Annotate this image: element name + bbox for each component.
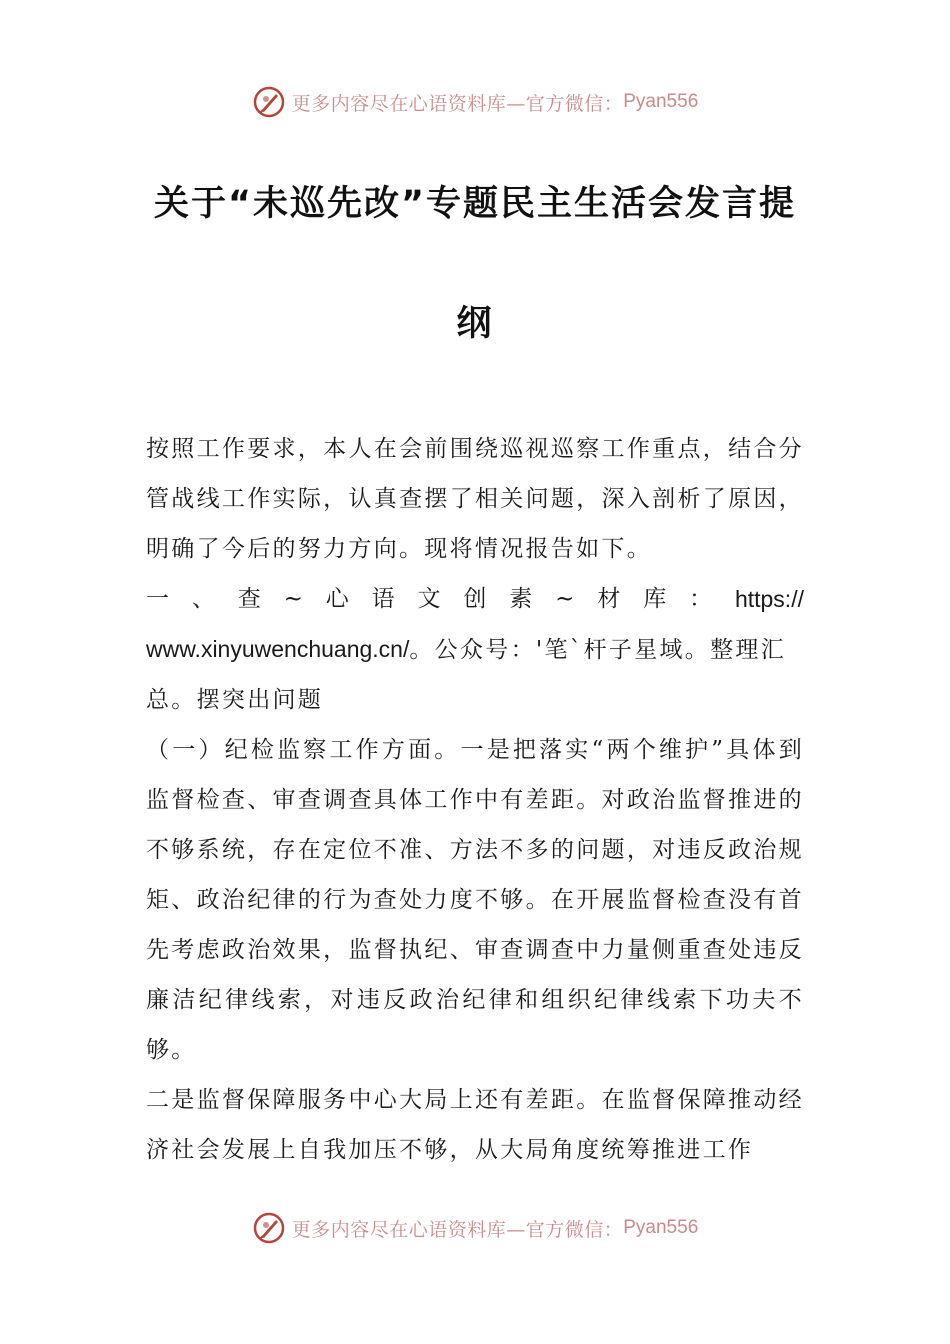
document-title-line1: 关于“未巡先改”专题民主生活会发言提 xyxy=(153,184,796,224)
website-url-start[interactable]: https:// xyxy=(734,586,804,612)
paragraph-discipline-inspection: （一）纪检监察工作方面。一是把落实“两个维护”具体到监督检查、审查调查具体工作中有差距。对政治监督推进的不够系统，存在定位不准、方法不多的问题，对违反政治规矩、政治纪律的行为查处力度不够。在开展监督检查没有首先考虑政治效果，监督执纪、审查调查中力量侧重查处违反廉洁纪律线索，对违反政治纪律和组织纪律线索下功夫不够。 xyxy=(146,737,804,1063)
heading-char: 创 xyxy=(463,586,487,612)
heading-char: 库 xyxy=(643,586,667,612)
heading-char: 语 xyxy=(371,586,395,612)
quill-logo-icon xyxy=(252,1211,286,1245)
intro-paragraph: 按照工作要求，本人在会前围绕巡视巡察工作重点，结合分管战线工作实际，认真查摆了相关问题，深入剖析了原因，明确了今后的努力方向。现将情况报告如下。 xyxy=(146,436,804,562)
heading-char: 查 xyxy=(237,586,261,612)
heading-char: 、 xyxy=(191,586,215,612)
paragraph-supervision-service: 二是监督保障服务中心大局上还有差距。在监督保障推动经济社会发展上自我加压不够，从大局角度统筹推进工作 xyxy=(146,1087,804,1163)
heading-char: 一 xyxy=(146,586,169,612)
banner-text: 更多内容尽在心语资料库—官方微信： xyxy=(291,92,624,115)
heading-char: ~ xyxy=(283,586,303,612)
quill-logo-icon xyxy=(252,85,286,119)
document-title-line2: 纲 xyxy=(456,304,494,344)
header-banner xyxy=(0,82,950,122)
banner-text: 更多内容尽在心语资料库—官方微信： xyxy=(291,1218,624,1241)
heading-char: 心 xyxy=(325,586,349,612)
section1-line2 xyxy=(146,624,804,675)
heading-char: 材 xyxy=(597,586,621,612)
section1-line3: 总。摆突出问题 xyxy=(146,687,324,713)
banner-wechat-id: Pyan556 xyxy=(623,1217,699,1238)
footer-banner xyxy=(0,1208,950,1248)
website-url[interactable]: www.xinyuwenchuang.cn/ xyxy=(146,636,410,662)
document-body xyxy=(146,424,804,1175)
heading-char: ： xyxy=(689,586,713,612)
heading-char: ~ xyxy=(555,586,575,612)
section1-line2-tail: 。公众号：'笔`杆子星域。整理汇 xyxy=(409,637,786,663)
heading-char: 素 xyxy=(509,586,533,612)
banner-wechat-id: Pyan556 xyxy=(623,91,699,112)
section1-heading-line xyxy=(146,574,804,624)
heading-char: 文 xyxy=(417,586,441,612)
